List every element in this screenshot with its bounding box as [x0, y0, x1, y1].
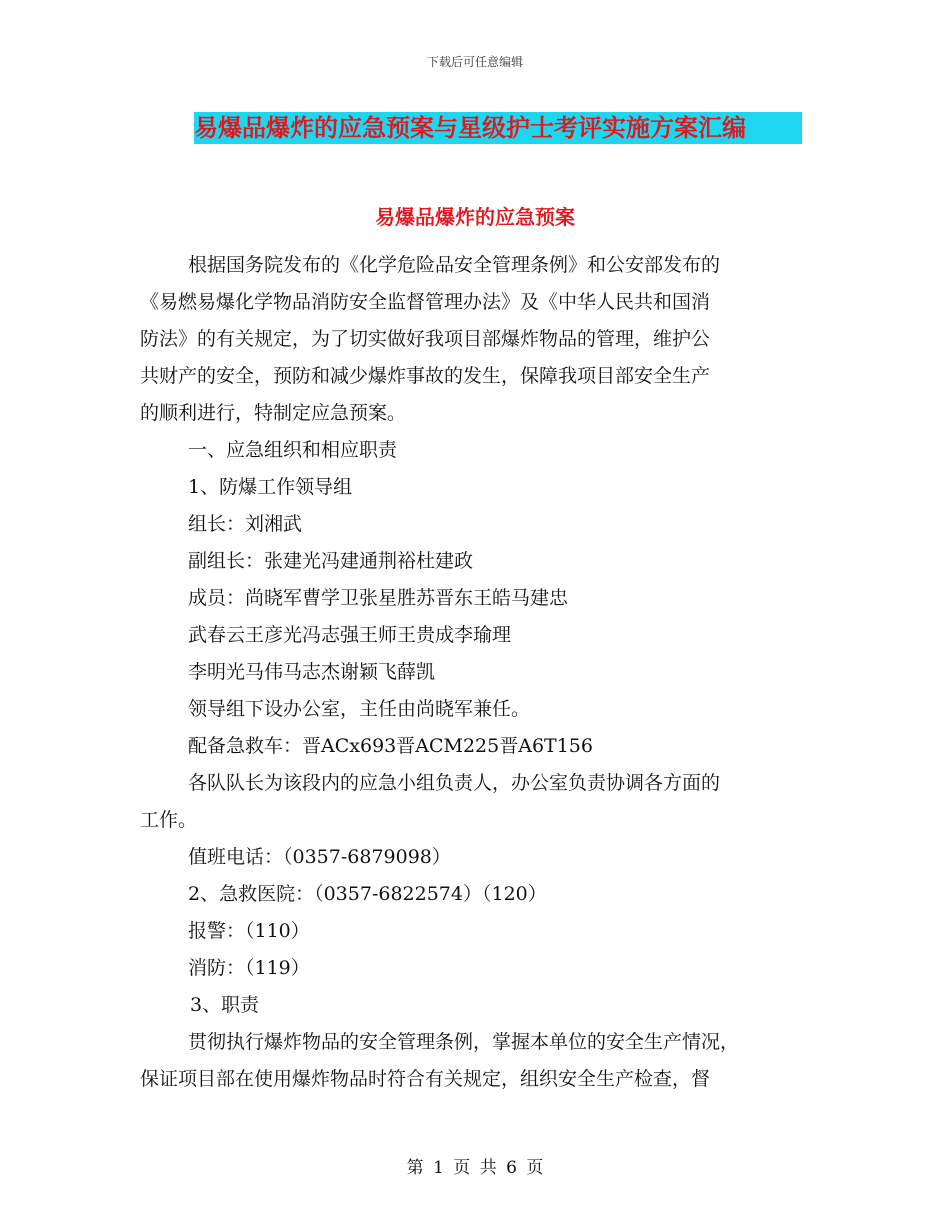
list-item: 李明光马伟马志杰谢颖飞薛凯: [188, 661, 436, 683]
page-number: 第 1 页 共 6 页: [406, 1158, 544, 1178]
paragraph-line: 贯彻执行爆炸物品的安全管理条例，掌握本单位的安全生产情况，: [188, 1031, 740, 1053]
paragraph-line: 共财产的安全，预防和减少爆炸事故的发生，保障我项目部安全生产: [140, 365, 711, 387]
paragraph-line: 根据国务院发布的《化学危险品安全管理条例》和公安部发布的: [188, 254, 721, 276]
subsection-heading: 2、急救医院：（0357-6822574）（120）: [188, 883, 547, 905]
document-body: [140, 247, 800, 1098]
subsection-heading: 3、职责: [190, 994, 260, 1016]
list-item: 消防：（119）: [188, 957, 310, 979]
section-heading: 一、应急组织和相应职责: [188, 439, 398, 461]
paragraph-line: 保证项目部在使用爆炸物品时符合有关规定，组织安全生产检查，督: [140, 1068, 711, 1090]
list-item: 配备急救车：晋ACx693晋ACM225晋A6T156: [188, 735, 593, 757]
list-item: 副组长：张建光冯建通荆裕杜建政: [188, 550, 474, 572]
list-item: 值班电话：（0357-6879098）: [188, 846, 451, 868]
header-note: 下载后可任意编辑: [426, 55, 523, 69]
list-item: 组长：刘湘武: [188, 513, 303, 535]
document-main-title: 易爆品爆炸的应急预案与星级护士考评实施方案汇编: [194, 112, 802, 144]
section-title: 易爆品爆炸的应急预案: [375, 205, 575, 229]
paragraph-line: 工作。: [140, 809, 198, 831]
paragraph-line: 防法》的有关规定，为了切实做好我项目部爆炸物品的管理，维护公: [140, 328, 711, 350]
list-item: 报警：（110）: [188, 920, 310, 942]
paragraph-line: 《易燃易爆化学物品消防安全监督管理办法》及《中华人民共和国消: [140, 291, 711, 313]
list-item: 成员：尚晓军曹学卫张星胜苏晋东王皓马建忠: [188, 587, 569, 609]
subsection-heading: 1、防爆工作领导组: [188, 476, 353, 498]
list-item: 领导组下设办公室，主任由尚晓军兼任。: [188, 698, 531, 720]
paragraph-line: 的顺利进行，特制定应急预案。: [140, 402, 407, 424]
list-item: 武春云王彦光冯志强王师王贵成李瑜理: [188, 624, 512, 646]
paragraph-line: 各队队长为该段内的应急小组负责人，办公室负责协调各方面的: [188, 772, 721, 794]
